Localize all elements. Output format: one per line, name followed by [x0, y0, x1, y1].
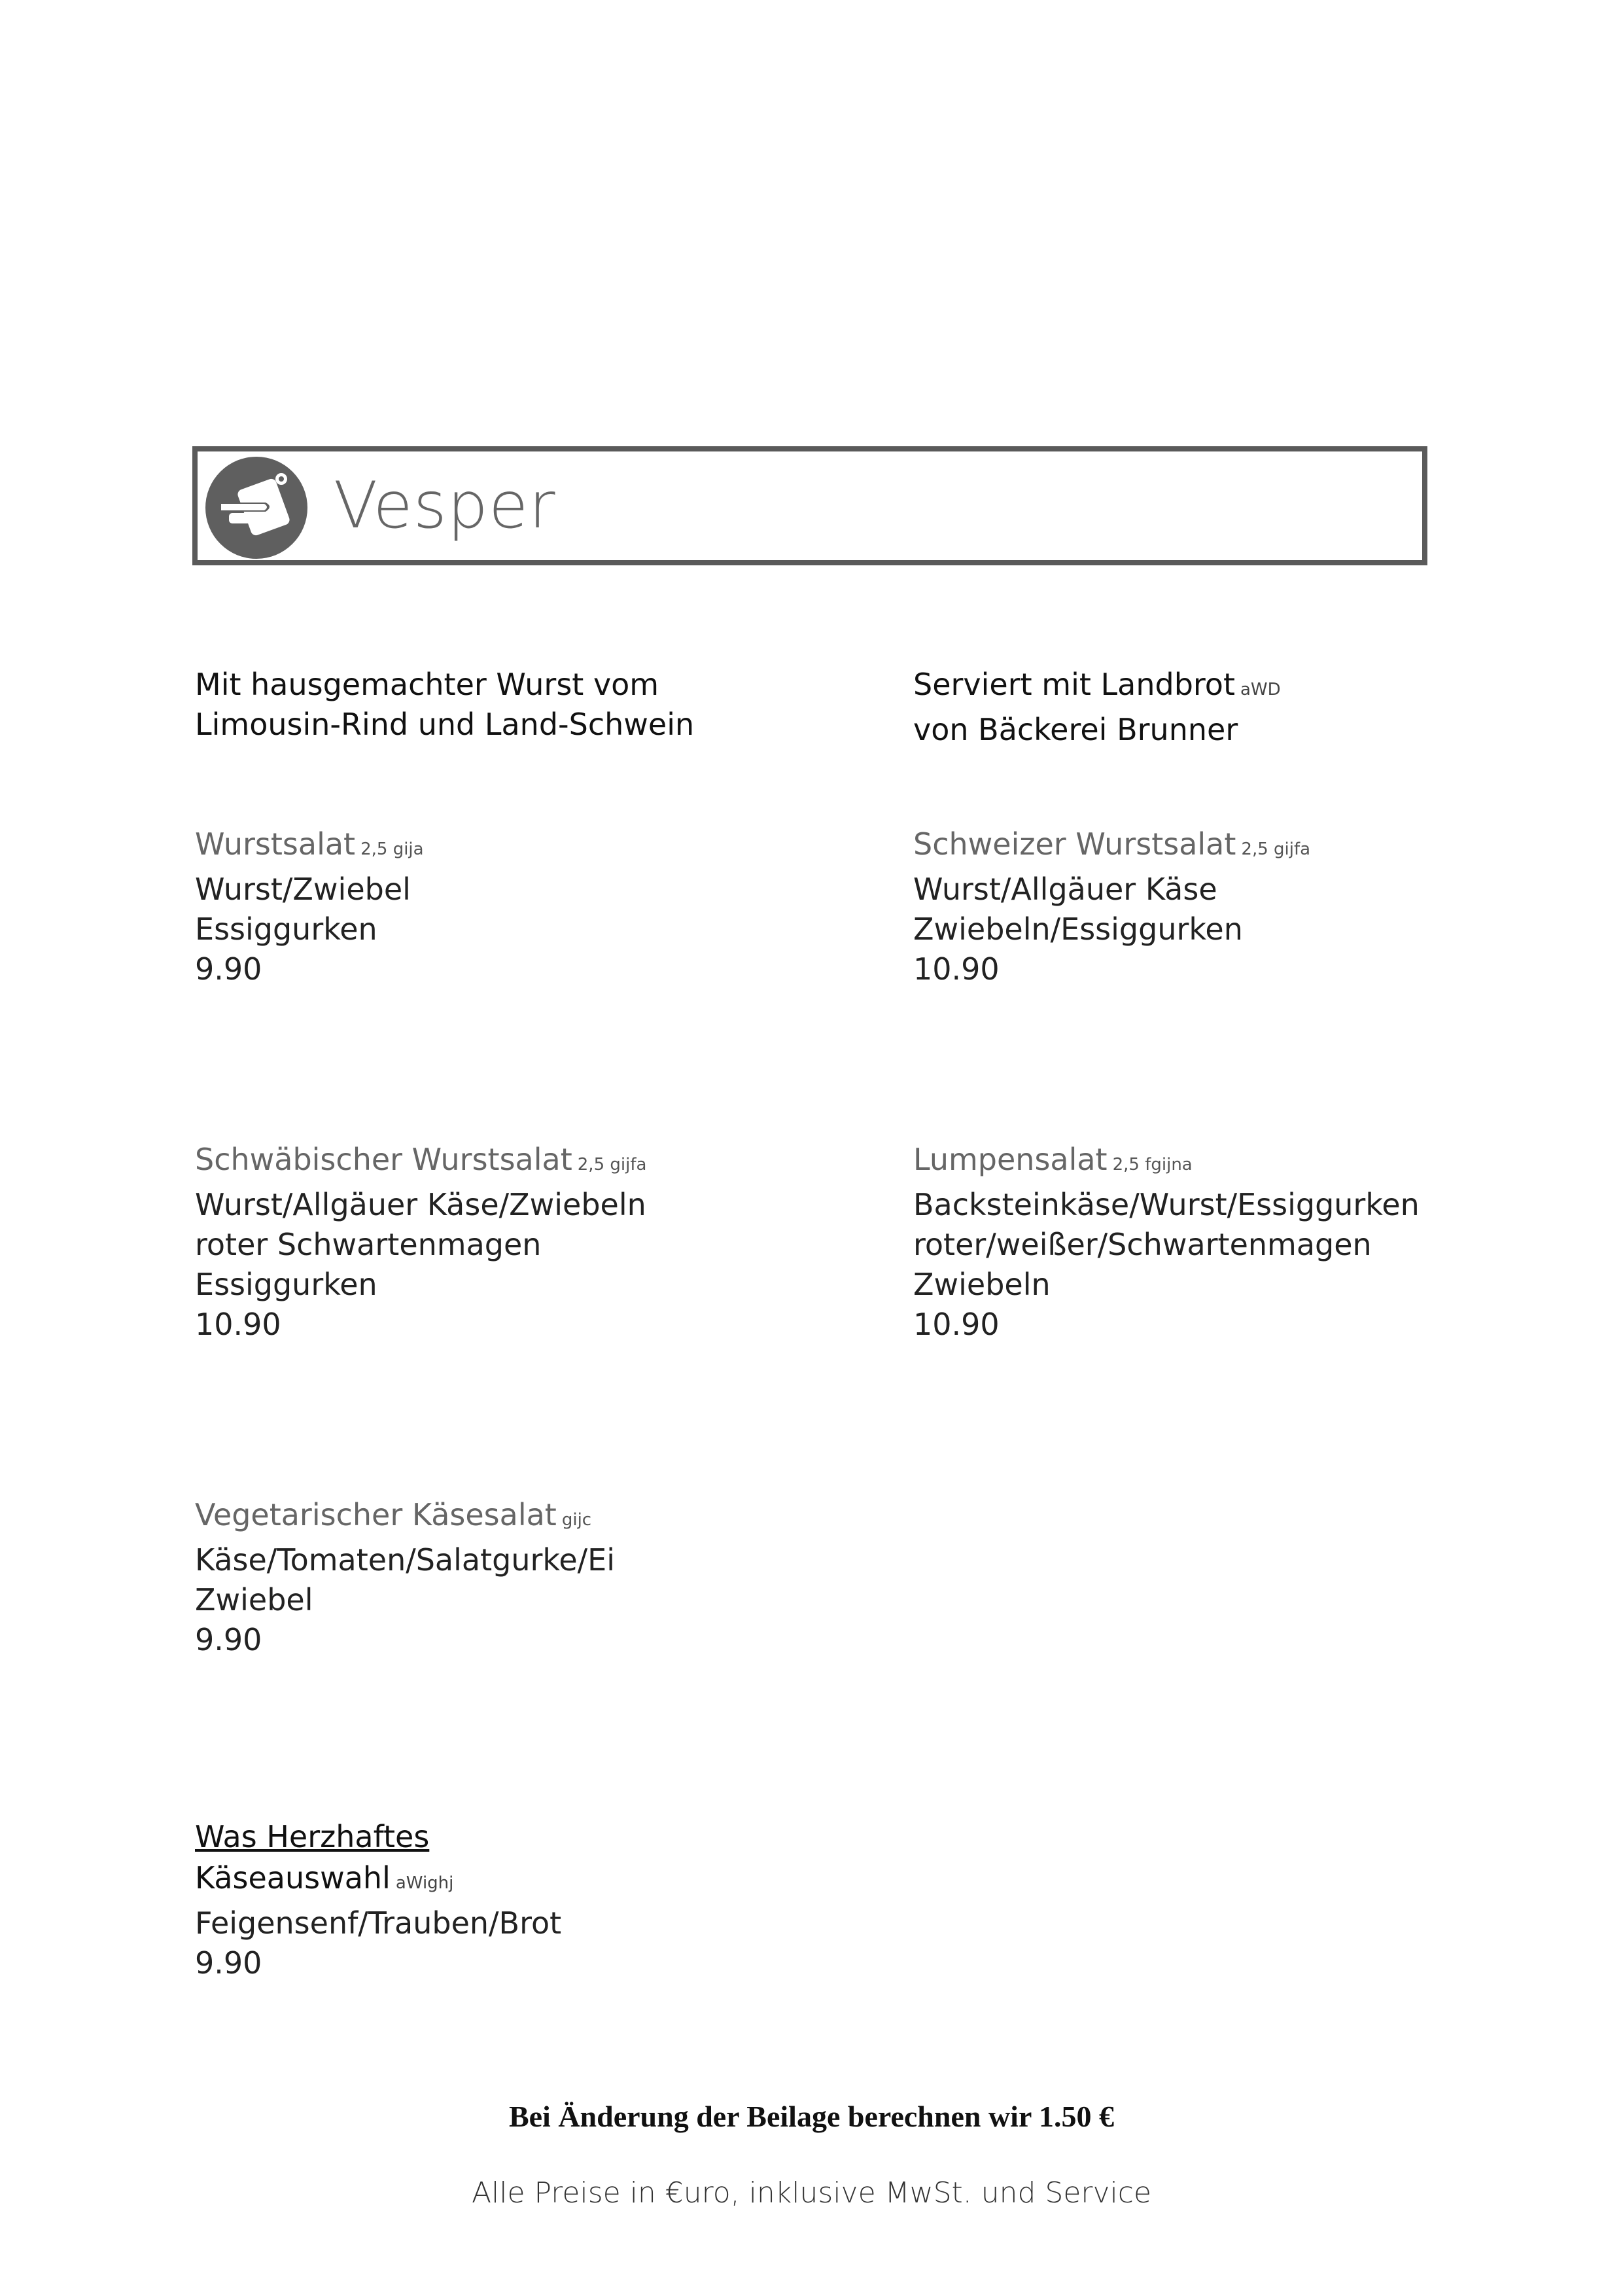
- intro-right: [913, 665, 1281, 750]
- dish-name: Wurstsalat: [195, 826, 356, 862]
- dish-name: Lumpensalat: [913, 1142, 1108, 1177]
- dish-price: 9.90: [195, 1622, 262, 1657]
- dish-schwaebischer-wurstsalat: [195, 1140, 646, 1345]
- intro-left-line2: Limousin-Rind und Land-Schwein: [195, 707, 695, 742]
- dish-ingredients: Feigensenf/Trauben/Brot: [195, 1905, 562, 1941]
- intro-right-line1: Serviert mit Landbrot: [913, 667, 1235, 702]
- allergen-code: 2,5 fgijna: [1112, 1155, 1193, 1174]
- allergen-code: 2,5 gijfa: [577, 1155, 647, 1174]
- dish-vegetarischer-kaesesalat: [195, 1495, 615, 1660]
- dish-name: Schweizer Wurstsalat: [913, 826, 1236, 862]
- price-footer: Alle Preise in €uro, inklusive MwSt. und Service: [471, 2176, 1152, 2210]
- dish-price: 9.90: [195, 951, 262, 987]
- dish-schweizer-wurstsalat: [913, 824, 1310, 989]
- dish-ingredients: Essiggurken: [195, 1267, 377, 1302]
- intro-right-line2: von Bäckerei Brunner: [913, 712, 1238, 747]
- dish-ingredients: Käse/Tomaten/Salatgurke/Ei: [195, 1542, 616, 1578]
- dish-name: Vegetarischer Käsesalat: [195, 1497, 557, 1532]
- dish-ingredients: Wurst/Allgäuer Käse/Zwiebeln: [195, 1187, 646, 1222]
- page-title: Vesper: [334, 468, 556, 543]
- dish-ingredients: Essiggurken: [195, 911, 377, 947]
- dish-price: 9.90: [195, 1945, 262, 1981]
- dish-name: Schwäbischer Wurstsalat: [195, 1142, 572, 1177]
- dish-ingredients: roter Schwartenmagen: [195, 1227, 542, 1262]
- section-heading: Was Herzhaftes: [195, 1819, 430, 1854]
- intro-left: [195, 665, 694, 745]
- dish-lumpensalat: [913, 1140, 1420, 1345]
- allergen-code: aWighj: [395, 1873, 454, 1893]
- dish-wurstsalat: [195, 824, 424, 989]
- dish-ingredients: Wurst/Allgäuer Käse: [913, 872, 1217, 907]
- dish-ingredients: Wurst/Zwiebel: [195, 872, 411, 907]
- allergen-code: 2,5 gijfa: [1241, 839, 1311, 859]
- dish-ingredients: Zwiebeln/Essiggurken: [913, 911, 1243, 947]
- dish-ingredients: Zwiebeln: [913, 1267, 1051, 1302]
- allergen-code: aWD: [1240, 680, 1281, 699]
- allergen-code: 2,5 gija: [360, 839, 424, 859]
- dish-name: Käseauswahl: [195, 1860, 391, 1896]
- dish-ingredients: roter/weißer/Schwartenmagen: [913, 1227, 1372, 1262]
- dish-price: 10.90: [195, 1307, 281, 1342]
- cutting-board-knife-icon: [205, 457, 307, 559]
- dish-ingredients: Zwiebel: [195, 1582, 313, 1617]
- dish-price: 10.90: [913, 1307, 1000, 1342]
- section-header: [192, 446, 1427, 565]
- section-herzhaftes: [195, 1817, 561, 1983]
- allergen-code: gijc: [561, 1510, 592, 1530]
- dish-price: 10.90: [913, 951, 1000, 987]
- side-change-note: Bei Änderung der Beilage berechnen wir 1.50 €: [508, 2100, 1115, 2133]
- dish-ingredients: Backsteinkäse/Wurst/Essiggurken: [913, 1187, 1420, 1222]
- intro-left-line1: Mit hausgemachter Wurst vom: [195, 667, 659, 702]
